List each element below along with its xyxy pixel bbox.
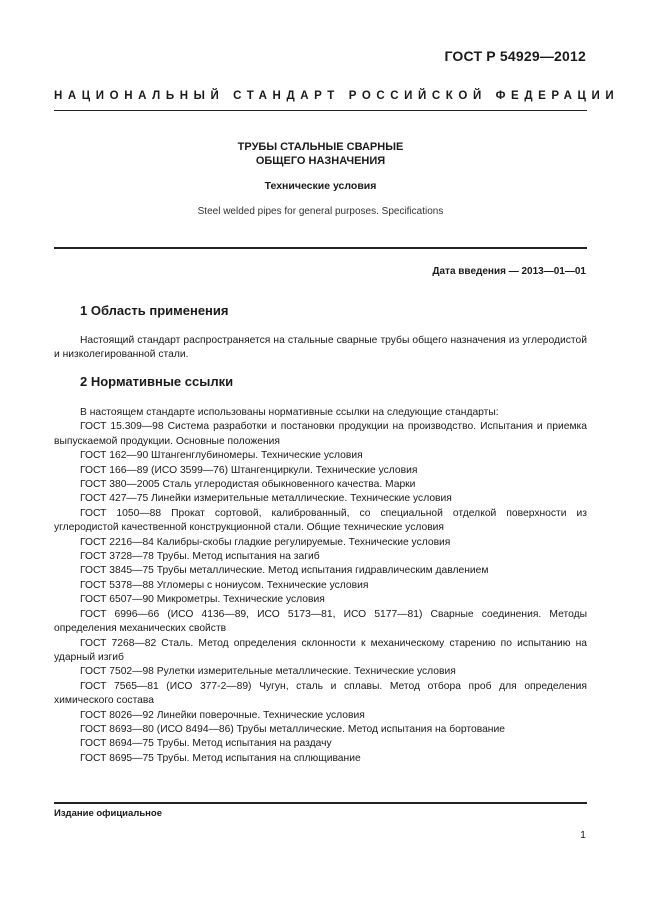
ref-item: ГОСТ 7565—81 (ИСО 377-2—89) Чугун, сталь и сплавы. Метод отбора проб для определения химического состава (54, 680, 587, 707)
ref-item: ГОСТ 8694—75 Трубы. Метод испытания на раздачу (80, 738, 332, 750)
ref-item: ГОСТ 427—75 Линейки измерительные металлические. Технические условия (80, 493, 452, 505)
refs-intro: В настоящем стандарте использованы нормативные ссылки на следующие стандарты: (80, 407, 499, 418)
ref-item: ГОСТ 380—2005 Сталь углеродистая обыкновенного качества. Марки (80, 479, 416, 491)
ref-item: ГОСТ 2216—84 Калибры-скобы гладкие регулируемые. Технические условия (80, 536, 451, 548)
normative-refs (54, 406, 587, 766)
ref-item: ГОСТ 1050—88 Прокат сортовой, калиброванный, со специальной отделкой поверхности из углеродистой качественной конструкционной стали. Общие технические условия (54, 507, 587, 534)
official-edition-label: Издание официальное (54, 808, 162, 819)
doc-title-line1: ТРУБЫ СТАЛЬНЫЕ СВАРНЫЕ (237, 141, 404, 153)
national-standard-banner: НАЦИОНАЛЬНЫЙ СТАНДАРТ РОССИЙСКОЙ ФЕДЕРАЦИИ (54, 90, 620, 102)
ref-item: ГОСТ 6507—90 Микрометры. Технические условия (80, 594, 325, 606)
ref-item: ГОСТ 15.309—98 Система разработки и постановки продукции на производство. Испытания и приемка выпускаемой продукции. Основные положения (54, 421, 587, 447)
ref-item: ГОСТ 6996—66 (ИСО 4136—89, ИСО 5173—81, ИСО 5177—81) Сварные соединения. Методы определения механических свойств (54, 608, 587, 635)
ref-item: ГОСТ 3845—75 Трубы металлические. Метод испытания гидравлическим давлением (80, 565, 489, 577)
header-rule (54, 110, 587, 111)
ref-item: ГОСТ 7268—82 Сталь. Метод определения склонности к механическому старению по испытанию на ударный изгиб (54, 637, 587, 663)
ref-item: ГОСТ 5378—88 Угломеры с нониусом. Технические условия (80, 579, 369, 591)
ref-item: ГОСТ 7502—98 Рулетки измерительные металлические. Технические условия (80, 666, 456, 678)
ref-item: ГОСТ 8026—92 Линейки поверочные. Технические условия (80, 709, 365, 721)
section1-text: Настоящий стандарт распространяется на стальные сварные трубы общего назначения из углеродистой и низколегированной стали. (54, 335, 587, 361)
footer-rule (54, 802, 587, 804)
ref-item: ГОСТ 8693—80 (ИСО 8494—86) Трубы металлические. Метод испытания на бортование (80, 723, 505, 735)
title-rule (54, 247, 587, 249)
ref-item: ГОСТ 3728—78 Трубы. Метод испытания на загиб (80, 551, 320, 563)
ref-item: ГОСТ 162—90 Штангенглубиномеры. Технические условия (80, 450, 363, 462)
page-number: 1 (580, 829, 586, 841)
section1-paragraph (54, 334, 587, 363)
doc-english-title: Steel welded pipes for general purposes. Specifications (197, 206, 444, 217)
doc-title-line2: ОБЩЕГО НАЗНАЧЕНИЯ (255, 155, 386, 167)
section1-heading: 1 Область применения (80, 303, 229, 318)
intro-date: Дата введения — 2013—01—01 (432, 266, 586, 277)
ref-item: ГОСТ 166—89 (ИСО 3599—76) Штангенциркули. Технические условия (80, 464, 418, 476)
section2-heading: 2 Нормативные ссылки (80, 374, 234, 389)
standard-number: ГОСТ Р 54929—2012 (444, 48, 586, 64)
doc-subtitle: Технические условия (264, 180, 377, 192)
ref-item: ГОСТ 8695—75 Трубы. Метод испытания на сплющивание (80, 752, 361, 764)
